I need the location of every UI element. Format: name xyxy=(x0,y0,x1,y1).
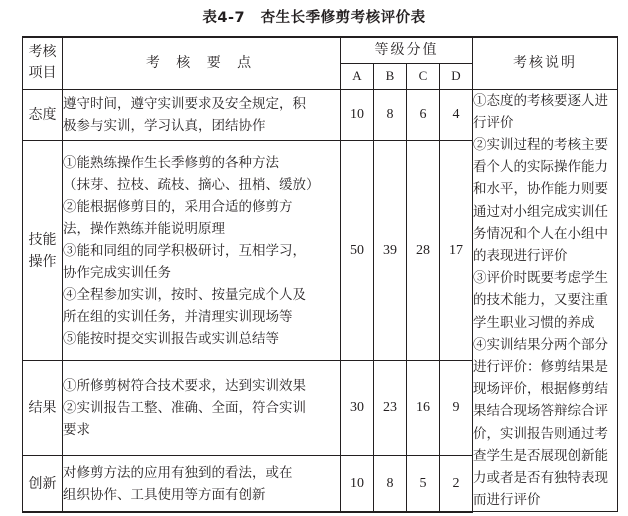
item-innovation: 创新 xyxy=(23,456,63,512)
evaluation-table xyxy=(22,36,618,513)
score-c: 28 xyxy=(407,141,440,361)
score-a: 10 xyxy=(341,89,374,141)
grade-c: C xyxy=(407,63,440,89)
score-b: 8 xyxy=(374,89,407,141)
score-d: 4 xyxy=(440,89,473,141)
table-title-text: 杏生长季修剪考核评价表 xyxy=(260,10,426,26)
header-item-col: 考核 项目 xyxy=(23,37,63,89)
score-d: 2 xyxy=(440,456,473,512)
points-innovation: 对修剪方法的应用有独到的看法，或在 组织协作、工具使用等方面有创新 xyxy=(63,456,341,512)
table-title xyxy=(0,6,628,27)
score-a: 30 xyxy=(341,361,374,456)
table-number: 表4-7 xyxy=(202,10,246,26)
item-skill: 技能 操作 xyxy=(23,141,63,361)
score-b: 23 xyxy=(374,361,407,456)
grade-d: D xyxy=(440,63,473,89)
points-result: ①所修剪树符合技术要求，达到实训效果 ②实训报告工整、准确、全面，符合实训 要求 xyxy=(63,361,341,456)
score-b: 39 xyxy=(374,141,407,361)
grade-a: A xyxy=(341,63,374,89)
points-attitude: 遵守时间，遵守实训要求及安全规定，积 极参与实训，学习认真，团结协作 xyxy=(63,89,341,141)
grade-b: B xyxy=(374,63,407,89)
header-points-col: 考 核 要 点 xyxy=(63,37,341,89)
header-grade-group: 等级分值 xyxy=(341,37,473,63)
score-a: 50 xyxy=(341,141,374,361)
points-skill: ①能熟练操作生长季修剪的各种方法 （抹芽、拉枝、疏枝、摘心、扭梢、缓放） ②能根据修剪目的，采用合适的修剪方 法，操作熟练并能说明原理 ③能和同组的同学积极研讨，互相学习， 协作完成实训任务 ④全程参加实训，按时、按量完成个人及 所在组的实训任务，并清理实训现场等 ⑤能按时提交实训报告或实训总结等 xyxy=(63,141,341,361)
score-b: 8 xyxy=(374,456,407,512)
header-note-col: 考核说明 xyxy=(473,37,618,89)
score-d: 17 xyxy=(440,141,473,361)
item-attitude: 态度 xyxy=(23,89,63,141)
score-a: 10 xyxy=(341,456,374,512)
table-row xyxy=(23,89,618,141)
score-d: 9 xyxy=(440,361,473,456)
assessment-notes: ①态度的考核要逐人进 行评价 ②实训过程的考核主要 看个人的实际操作能力 和水平，协作能力则要 通过对小组完成实训任 务情况和个人在小组中 的表现进行评价 ③评价时既要考虑学生 的技术能力，又要注重 学生职业习惯的养成 ④实训结果分两个部分 进行评价：修剪结果是 现场评价，根据修剪结 果结合现场答辩综合评 价，实训报告则通过考 查学生是否展现创新能 力或者是否有独特表现 而进行评价 xyxy=(473,89,618,512)
score-c: 16 xyxy=(407,361,440,456)
score-c: 6 xyxy=(407,89,440,141)
item-result: 结果 xyxy=(23,361,63,456)
score-c: 5 xyxy=(407,456,440,512)
